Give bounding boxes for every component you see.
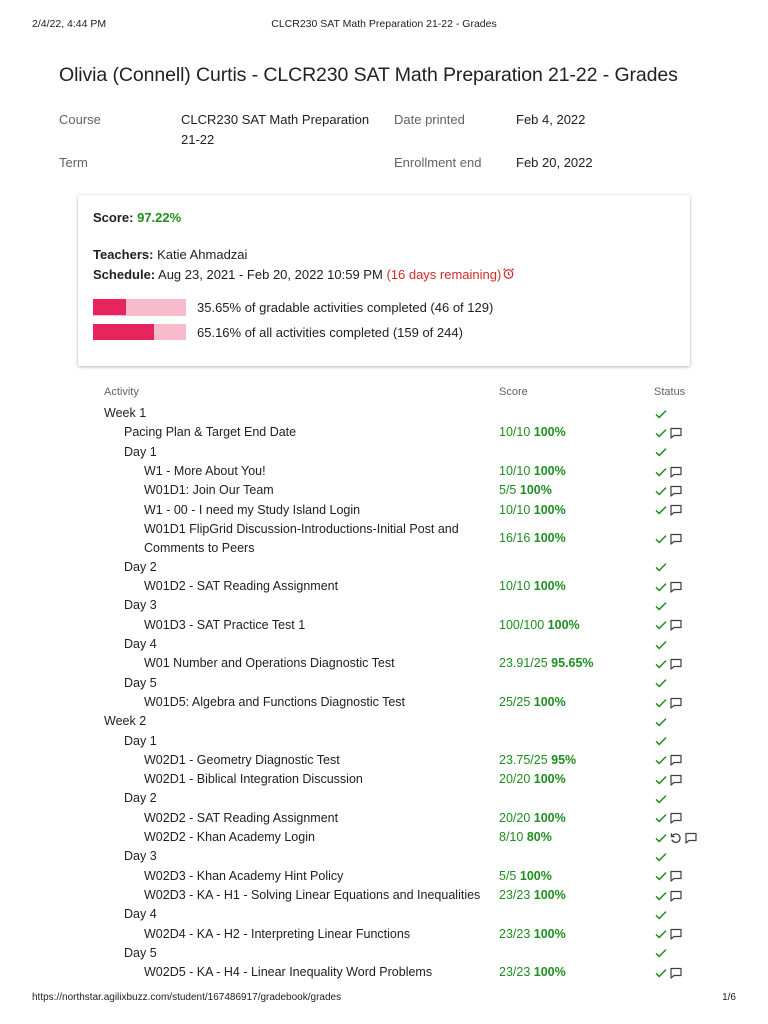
activity-name[interactable] (124, 905, 157, 924)
check-icon (654, 831, 668, 845)
activity-score (499, 481, 552, 500)
activity-score (499, 462, 566, 481)
score-percent: 100% (533, 965, 566, 980)
activity-row[interactable] (0, 925, 768, 944)
activity-name-line: W01D1: Join Our Team (144, 483, 274, 498)
activity-name-line: W02D3 - Khan Academy Hint Policy (144, 868, 344, 883)
score-percent: 100% (533, 425, 566, 440)
score-percent: 100% (533, 926, 566, 941)
check-icon (654, 908, 668, 922)
check-icon (654, 927, 668, 941)
score-percent: 100% (533, 579, 566, 594)
day-row[interactable] (0, 944, 768, 963)
gradable-progress-fill (93, 299, 126, 315)
print-footer (32, 992, 736, 1006)
check-icon (654, 560, 668, 574)
check-icon (654, 484, 668, 498)
status-icons (654, 734, 668, 748)
activity-name[interactable] (144, 501, 360, 520)
activity-row[interactable] (0, 693, 768, 712)
activity-name-line: Day 4 (124, 907, 157, 922)
print-datetime: 2/4/22, 4:44 PM (32, 18, 107, 30)
activity-name[interactable] (124, 789, 157, 808)
score-percent: 80% (526, 830, 552, 845)
check-icon (654, 696, 668, 710)
activity-name[interactable] (124, 558, 157, 577)
activity-score (499, 886, 566, 905)
comment-icon[interactable] (669, 484, 683, 498)
activity-score (499, 577, 566, 596)
activity-name-line: Day 5 (124, 945, 157, 960)
activity-score (499, 867, 552, 886)
status-icons (654, 696, 683, 710)
activity-row[interactable] (0, 501, 768, 520)
score-points: 25/25 (499, 695, 531, 710)
activity-row[interactable] (0, 481, 768, 500)
gradable-progress-text: 35.65% of gradable activities completed (46 of 129) (197, 300, 494, 315)
check-icon (654, 676, 668, 690)
score-column-header: Score (499, 386, 528, 398)
activity-name-line: W02D1 - Biblical Integration Discussion (144, 772, 363, 787)
activity-name-line: W01D5: Algebra and Functions Diagnostic Test (144, 694, 406, 709)
comment-icon[interactable] (669, 869, 683, 883)
teachers-row (93, 247, 247, 262)
schedule-label: Schedule: (93, 267, 156, 282)
comment-icon[interactable] (669, 503, 683, 517)
course-value-line2: 21-22 (181, 132, 215, 147)
day-row[interactable] (0, 847, 768, 866)
comment-icon[interactable] (684, 831, 698, 845)
activity-name[interactable] (144, 963, 432, 982)
activity-name[interactable] (144, 886, 480, 905)
status-icons (654, 618, 683, 632)
status-icons (654, 831, 698, 845)
score-row (93, 210, 181, 225)
activity-score (499, 925, 566, 944)
activity-name-line: W02D4 - KA - H2 - Interpreting Linear Functions (144, 926, 411, 941)
activity-row[interactable] (0, 423, 768, 442)
all-activities-progress-bar (93, 324, 186, 340)
print-url: https://northstar.agilixbuzz.com/student/167486917/gradebook/grades (32, 992, 342, 1003)
print-page-number: 1/6 (722, 992, 736, 1003)
activity-name[interactable] (124, 423, 296, 442)
status-icons (654, 560, 668, 574)
activity-name[interactable] (104, 712, 146, 731)
comment-icon[interactable] (669, 426, 683, 440)
day-row[interactable] (0, 789, 768, 808)
activity-name-line: W02D3 - KA - H1 - Solving Linear Equations and Inequalities (144, 887, 481, 902)
week-row[interactable] (0, 404, 768, 423)
score-percent: 100% (533, 810, 566, 825)
term-label: Term (59, 155, 88, 170)
activity-name[interactable] (144, 770, 363, 789)
activity-row[interactable] (0, 828, 768, 847)
activity-score (499, 809, 566, 828)
activity-row[interactable] (0, 751, 768, 770)
retry-icon[interactable] (669, 831, 683, 845)
activity-name[interactable] (144, 867, 343, 886)
activity-row[interactable] (0, 520, 768, 558)
print-doc-title: CLCR230 SAT Math Preparation 21-22 - Grades (271, 18, 497, 30)
activity-name-line: W02D2 - Khan Academy Login (144, 830, 315, 844)
activity-row[interactable] (0, 963, 768, 982)
activity-name-line: Pacing Plan & Target End Date (124, 425, 297, 440)
schedule-value: Aug 23, 2021 - Feb 20, 2022 10:59 PM (158, 267, 383, 282)
activity-name-line: W01D2 - SAT Reading Assignment (144, 579, 339, 594)
teachers-label: Teachers: (93, 247, 154, 262)
activity-name[interactable] (144, 520, 459, 558)
score-points: 20/20 (499, 772, 531, 787)
activity-name-line: Day 1 (124, 733, 157, 748)
check-icon (654, 426, 668, 440)
activity-name[interactable] (144, 481, 274, 500)
comment-icon[interactable] (669, 889, 683, 903)
score-percent: 100% (519, 483, 552, 498)
score-points: 23.75/25 (499, 752, 548, 767)
activity-name[interactable] (144, 809, 338, 828)
course-label: Course (59, 112, 101, 127)
activity-name-line: Day 3 (124, 849, 157, 864)
activity-name[interactable] (144, 828, 315, 847)
check-icon (654, 850, 668, 864)
score-percent: 95% (551, 752, 577, 767)
check-icon (654, 753, 668, 767)
status-icons (654, 599, 668, 613)
score-points: 10/10 (499, 425, 531, 440)
check-icon (654, 532, 668, 546)
status-icons (654, 503, 683, 517)
check-icon (654, 465, 668, 479)
comment-icon[interactable] (669, 927, 683, 941)
score-points: 100/100 (499, 617, 545, 632)
activity-name[interactable] (144, 751, 340, 770)
score-points: 10/10 (499, 579, 531, 594)
score-percent: 100% (533, 772, 566, 787)
status-icons (654, 657, 683, 671)
comment-icon[interactable] (669, 465, 683, 479)
comment-icon[interactable] (669, 657, 683, 671)
course-value-line1: CLCR230 SAT Math Preparation (181, 112, 370, 127)
all-activities-progress-fill (93, 324, 154, 340)
activity-name[interactable] (144, 616, 305, 635)
activity-name[interactable] (124, 674, 157, 693)
activity-score (499, 423, 566, 442)
activity-row[interactable] (0, 616, 768, 635)
check-icon (654, 715, 668, 729)
score-points: 5/5 (499, 868, 517, 883)
check-icon (654, 946, 668, 960)
check-icon (654, 407, 668, 421)
status-icons (654, 532, 683, 546)
check-icon (654, 580, 668, 594)
activity-name[interactable] (124, 635, 157, 654)
score-percent: 100% (533, 888, 566, 903)
score-percent: 100% (533, 531, 566, 546)
activity-name[interactable] (144, 654, 395, 673)
summary-card (78, 195, 690, 366)
status-icons (654, 407, 668, 421)
status-icons (654, 889, 683, 903)
check-icon (654, 638, 668, 652)
status-icons (654, 908, 668, 922)
activity-name-line: Week 1 (104, 406, 147, 420)
status-icons (654, 773, 683, 787)
comment-icon[interactable] (669, 966, 683, 980)
status-icons (654, 753, 683, 767)
score-points: 16/16 (499, 531, 531, 546)
day-row[interactable] (0, 558, 768, 577)
activity-name-line: W02D1 - Geometry Diagnostic Test (144, 752, 340, 767)
activity-name-line: Day 2 (124, 559, 157, 574)
score-percent: 100% (533, 502, 566, 517)
check-icon (654, 734, 668, 748)
status-icons (654, 445, 668, 459)
score-points: 10/10 (499, 464, 531, 479)
comment-icon[interactable] (669, 811, 683, 825)
check-icon (654, 445, 668, 459)
check-icon (654, 599, 668, 613)
activity-score (499, 963, 566, 982)
comment-icon[interactable] (669, 580, 683, 594)
score-percent: 100% (519, 868, 552, 883)
activity-name-line: Day 5 (124, 675, 157, 690)
score-points: 23.91/25 (499, 656, 548, 671)
score-points: 8/10 (499, 830, 524, 845)
comment-icon[interactable] (669, 753, 683, 767)
days-remaining: (16 days remaining) (386, 267, 502, 282)
activity-row[interactable] (0, 654, 768, 673)
day-row[interactable] (0, 674, 768, 693)
check-icon (654, 811, 668, 825)
status-icons (654, 927, 683, 941)
activity-name-line: Day 2 (124, 791, 157, 806)
status-icons (654, 792, 668, 806)
print-header (32, 18, 736, 32)
activity-row[interactable] (0, 577, 768, 596)
activity-name-line: W01 Number and Operations Diagnostic Test (144, 656, 395, 671)
activity-name[interactable] (124, 596, 157, 615)
activity-name[interactable] (144, 693, 405, 712)
activity-score (499, 828, 552, 847)
status-icons (654, 715, 668, 729)
enrollment-end-label: Enrollment end (394, 155, 482, 170)
day-row[interactable] (0, 905, 768, 924)
activity-row[interactable] (0, 770, 768, 789)
score-percent: 100% (547, 617, 580, 632)
date-printed-value: Feb 4, 2022 (516, 112, 586, 127)
schedule-row (93, 267, 515, 282)
day-row[interactable] (0, 732, 768, 751)
activity-name-line: W02D2 - SAT Reading Assignment (144, 810, 339, 825)
status-icons (654, 946, 668, 960)
score-percent: 95.65% (551, 656, 594, 671)
alarm-clock-icon (502, 267, 515, 280)
activity-column-header: Activity (104, 386, 139, 398)
activity-name-line: W1 - More About You! (144, 463, 266, 478)
activity-score (499, 529, 566, 548)
status-icons (654, 676, 668, 690)
activity-row[interactable] (0, 886, 768, 905)
status-column-header: Status (654, 386, 686, 398)
activity-name-line: W02D5 - KA - H4 - Linear Inequality Word Problems (144, 965, 433, 980)
check-icon (654, 889, 668, 903)
activity-name[interactable] (144, 462, 266, 481)
status-icons (654, 484, 683, 498)
activity-name-line: W01D1 FlipGrid Discussion-Introductions-Initial Post and (144, 521, 459, 536)
score-percent: 100% (533, 695, 566, 710)
check-icon (654, 792, 668, 806)
status-icons (654, 869, 683, 883)
status-icons (654, 850, 668, 864)
check-icon (654, 618, 668, 632)
activity-name-line: Comments to Peers (144, 540, 255, 555)
status-icons (654, 811, 683, 825)
date-printed-label: Date printed (394, 112, 465, 127)
activity-name[interactable] (144, 925, 410, 944)
gradable-progress-bar (93, 299, 186, 316)
check-icon (654, 503, 668, 517)
day-row[interactable] (0, 443, 768, 462)
activity-row[interactable] (0, 867, 768, 886)
page-title: Olivia (Connell) Curtis - CLCR230 SAT Math Preparation 21-22 - Grades (59, 64, 678, 86)
score-points: 23/23 (499, 926, 531, 941)
all-activities-progress-text: 65.16% of all activities completed (159 of 244) (197, 325, 463, 340)
activity-row[interactable] (0, 462, 768, 481)
check-icon (654, 869, 668, 883)
week-row[interactable] (0, 712, 768, 731)
status-icons (654, 638, 668, 652)
status-icons (654, 426, 683, 440)
score-points: 23/23 (499, 888, 531, 903)
score-label: Score: (93, 210, 134, 225)
activity-score (499, 501, 566, 520)
activity-name-line: Day 3 (124, 598, 157, 613)
day-row[interactable] (0, 596, 768, 615)
activity-score (499, 654, 594, 673)
comment-icon[interactable] (669, 618, 683, 632)
activity-name-line: Week 2 (104, 714, 147, 729)
activity-score (499, 693, 566, 712)
comment-icon[interactable] (669, 532, 683, 546)
score-points: 20/20 (499, 810, 531, 825)
activity-score (499, 751, 576, 770)
activity-name[interactable] (104, 404, 146, 423)
teachers-value: Katie Ahmadzai (157, 247, 248, 262)
score-percent: 100% (533, 464, 566, 479)
activity-name[interactable] (124, 732, 157, 751)
score-points: 5/5 (499, 483, 517, 498)
activity-name[interactable] (124, 443, 157, 462)
activity-name-line: Day 1 (124, 444, 157, 459)
check-icon (654, 773, 668, 787)
day-row[interactable] (0, 635, 768, 654)
activity-name[interactable] (124, 944, 157, 963)
comment-icon[interactable] (669, 696, 683, 710)
check-icon (654, 966, 668, 980)
activity-score (499, 770, 566, 789)
activity-name[interactable] (144, 577, 338, 596)
score-points: 23/23 (499, 965, 531, 980)
status-icons (654, 966, 683, 980)
status-icons (654, 580, 683, 594)
status-icons (654, 465, 683, 479)
activity-row[interactable] (0, 809, 768, 828)
score-value: 97.22% (137, 210, 182, 225)
activity-name-line: W01D3 - SAT Practice Test 1 (144, 617, 306, 632)
activity-score (499, 616, 580, 635)
check-icon (654, 657, 668, 671)
activity-name-line: Day 4 (124, 637, 157, 651)
comment-icon[interactable] (669, 773, 683, 787)
enrollment-end-value: Feb 20, 2022 (516, 155, 593, 170)
activity-name-line: W1 - 00 - I need my Study Island Login (144, 502, 361, 517)
activity-name[interactable] (124, 847, 157, 866)
score-points: 10/10 (499, 502, 531, 517)
